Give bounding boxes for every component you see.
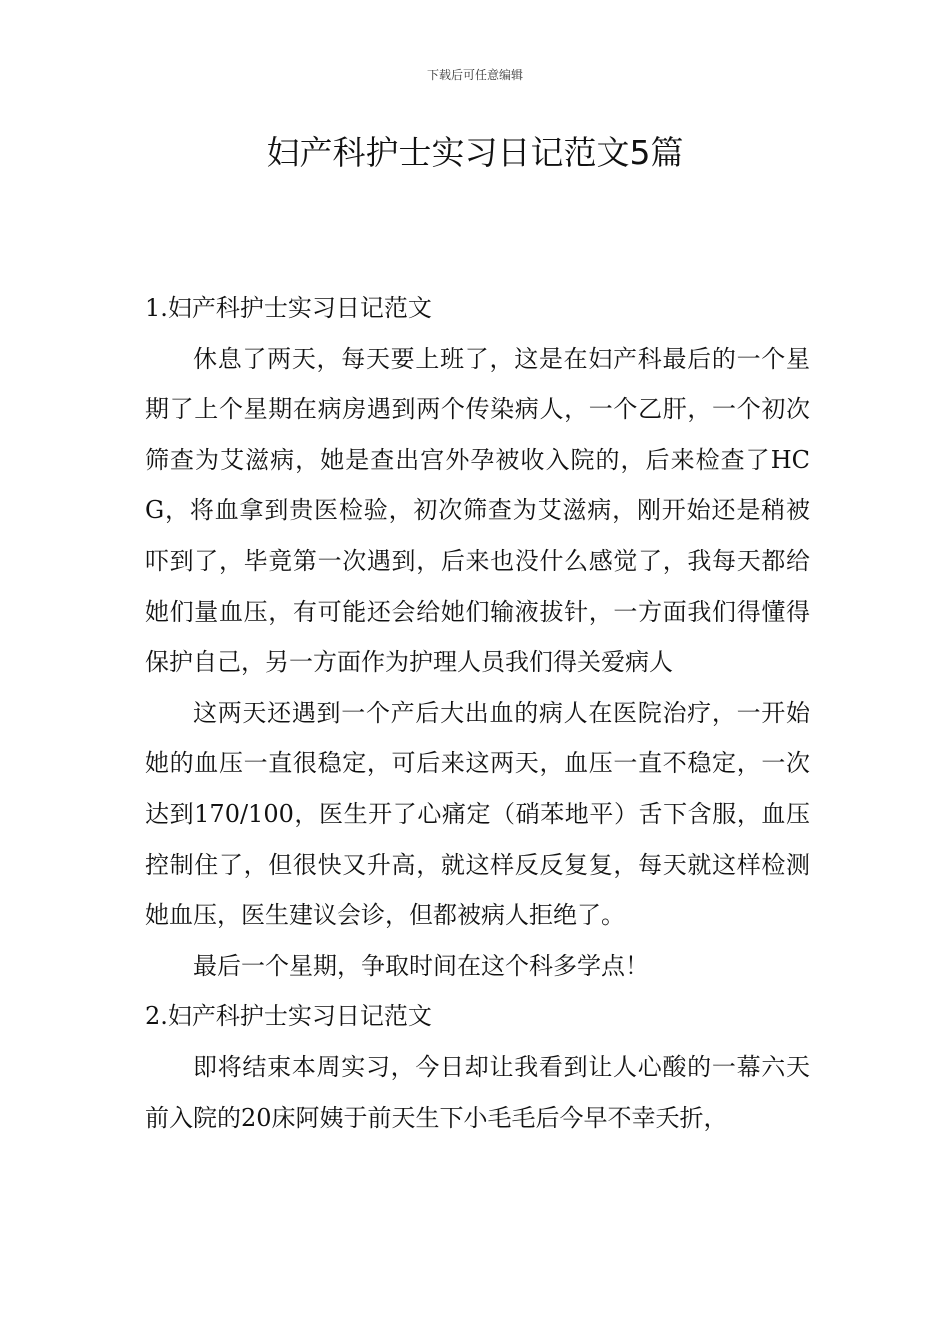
section-1-paragraph-1: 休息了两天，每天要上班了，这是在妇产科最后的一个星期了上个星期在病房遇到两个传染病人，一个乙肝，一个初次筛查为艾滋病，她是查出宫外孕被收入院的，后来检查了HCG，将血拿到贵医检验，初次筛查为艾滋病，刚开始还是稍被吓到了，毕竟第一次遇到，后来也没什么感觉了，我每天都给她们量血压，有可能还会给她们输液拔针，一方面我们得懂得保护自己，另一方面作为护理人员我们得关爱病人 bbox=[145, 344, 810, 677]
document-body bbox=[145, 283, 810, 1143]
section-heading-1: 1.妇产科护士实习日记范文 bbox=[145, 294, 432, 322]
document-title: 妇产科护士实习日记范文5篇 bbox=[266, 133, 684, 172]
section-1-paragraph-2: 这两天还遇到一个产后大出血的病人在医院治疗，一开始她的血压一直很稳定，可后来这两天，血压一直不稳定，一次达到170/100，医生开了心痛定（硝苯地平）舌下含服，血压控制住了，但很快又升高，就这样反反复复，每天就这样检测她血压，医生建议会诊，但都被病人拒绝了。 bbox=[145, 698, 810, 930]
section-heading-2: 2.妇产科护士实习日记范文 bbox=[145, 1002, 432, 1031]
section-2-paragraph-1: 即将结束本周实习，今日却让我看到让人心酸的一幕六天前入院的20床阿姨于前天生下小毛毛后今早不幸夭折， bbox=[145, 1052, 810, 1132]
section-1-paragraph-3: 最后一个星期，争取时间在这个科多学点！ bbox=[193, 951, 649, 980]
header-note: 下载后可任意编辑 bbox=[426, 68, 523, 82]
